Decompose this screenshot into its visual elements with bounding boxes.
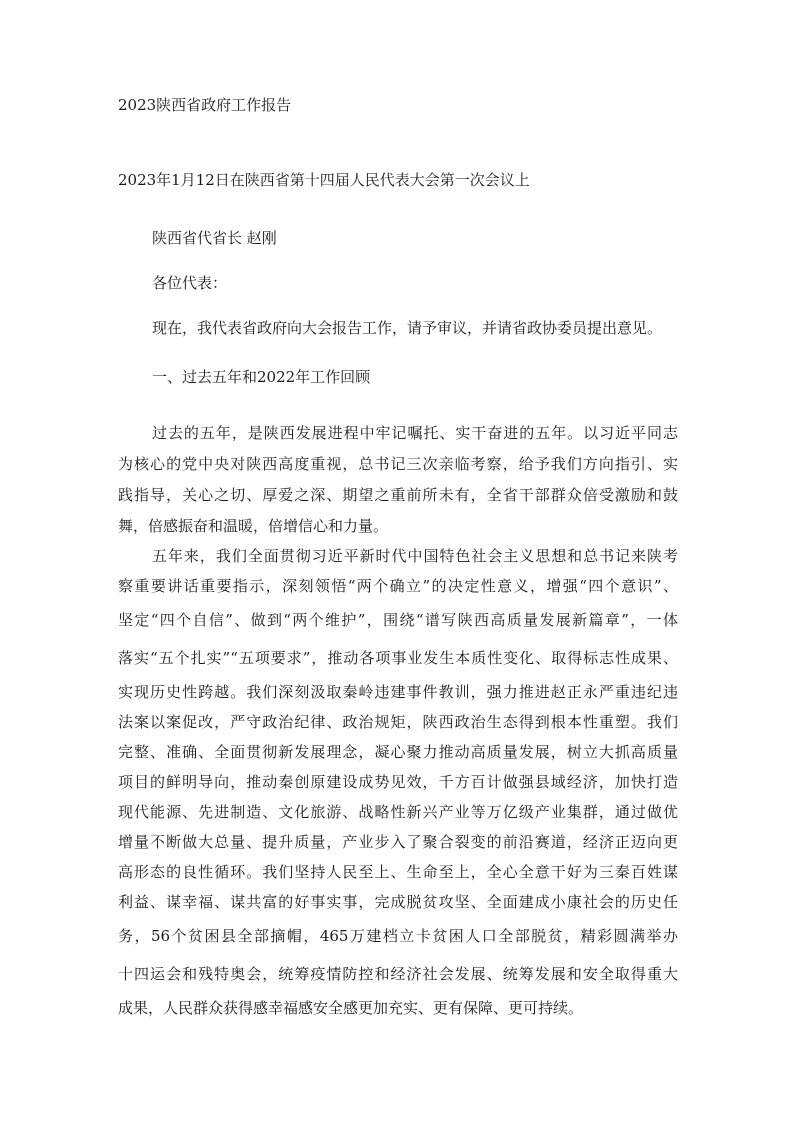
- paragraph-1: [118, 418, 678, 542]
- paragraph-line: 法案以案促改，严守政治纪律、政治规矩，陕西政治生态得到根本性重塑。我们: [118, 713, 678, 731]
- author-line: 陕西省代省长 赵刚: [152, 229, 277, 247]
- paragraph-line: 现代能源、先进制造、文化旅游、战略性新兴产业等万亿级产业集群，通过做优: [118, 803, 678, 821]
- paragraph-line: 落实“五个扎实”“五项要求”，推动各项事业发生本质性变化、取得标志性成果、: [118, 649, 678, 667]
- paragraph-line: 高形态的良性循环。我们坚持人民至上、生命至上，全心全意干好为三秦百姓谋: [118, 863, 678, 881]
- paragraph-line: 项目的鲜明导向，推动秦创原建设成势见效，千方百计做强县域经济，加快打造: [118, 773, 678, 791]
- paragraph-line: 利益、谋幸福、谋共富的好事实事，完成脱贫攻坚、全面建成小康社会的历史任: [118, 893, 678, 911]
- paragraph-line: 实现历史性跨越。我们深刻汲取秦岭违建事件教训，强力推进赵正永严重违纪违: [118, 683, 678, 701]
- document-title: 2023陕西省政府工作报告: [118, 96, 292, 114]
- paragraph-2: [118, 541, 678, 1023]
- paragraph-line: 完整、准确、全面贯彻新发展理念，凝心聚力推动高质量发展，树立大抓高质量: [118, 743, 678, 761]
- paragraph-line: 过去的五年，是陕西发展进程中牢记嘱托、实干奋进的五年。以习近平同志: [152, 424, 678, 442]
- section-heading: 一、过去五年和2022年工作回顾: [152, 368, 371, 386]
- paragraph-line: 成果，人民群众获得感幸福感安全感更加充实、更有保障、更可持续。: [118, 999, 584, 1017]
- paragraph-line: 五年来，我们全面贯彻习近平新时代中国特色社会主义思想和总书记来陕考: [152, 547, 678, 565]
- document-subtitle: 2023年1月12日在陕西省第十四届人民代表大会第一次会议上: [118, 171, 530, 189]
- paragraph-line: 务，56个贫困县全部摘帽，465万建档立卡贫困人口全部脱贫，精彩圆满举办: [118, 927, 678, 945]
- paragraph-line: 舞，倍感振奋和温暖，倍增信心和力量。: [118, 517, 389, 535]
- paragraph-line: 践指导，关心之切、厚爱之深、期望之重前所未有，全省干部群众倍受激励和鼓: [118, 486, 678, 504]
- paragraph-line: 坚定“四个自信”、做到“两个维护”，围绕“谱写陕西高质量发展新篇章”，一体: [118, 611, 678, 629]
- paragraph-line: 察重要讲话重要指示，深刻领悟“两个确立”的决定性意义，增强“四个意识”、: [118, 577, 678, 595]
- paragraph-line: 增量不断做大总量、提升质量，产业步入了聚合裂变的前沿赛道，经济正迈向更: [118, 833, 678, 851]
- paragraph-line: 十四运会和残特奥会，统筹疫情防控和经济社会发展、统筹发展和安全取得重大: [118, 965, 678, 983]
- intro-paragraph: 现在，我代表省政府向大会报告工作，请予审议，并请省政协委员提出意见。: [152, 319, 663, 337]
- greeting: 各位代表：: [152, 274, 228, 292]
- paragraph-line: 为核心的党中央对陕西高度重视，总书记三次亲临考察，给予我们方向指引、实: [118, 455, 678, 473]
